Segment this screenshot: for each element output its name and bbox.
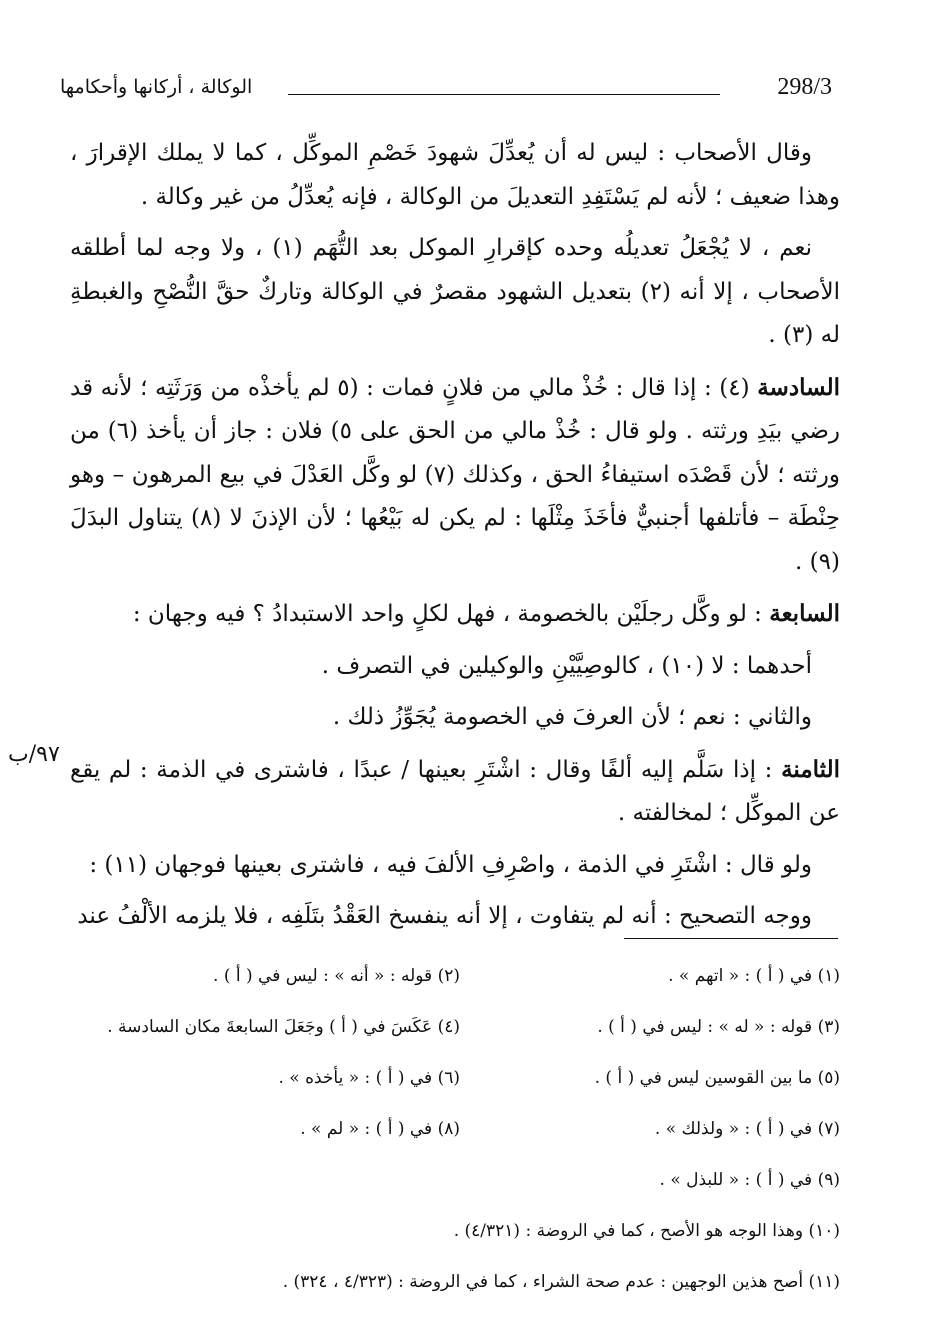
paragraph-eighth <box>70 748 840 836</box>
footnote-row <box>60 1170 840 1221</box>
paragraph-1: وقال الأصحاب : ليس له أن يُعدِّلَ شهودَ خَصْمِ الموكِّل ، كما لا يملك الإقرارَ ، وهذا ضعيف ؛ لأنه لم يَسْتَفِدِ التعديلَ من الوكالة ، فإنه يُعدِّلُ من غير وكالة . <box>70 140 840 210</box>
page-header <box>60 70 838 110</box>
footnote-11: (١١) أصح هذين الوجهين : عدم صحة الشراء ، كما في الروضة : (٤/٣٢٣ ، ٣٢٤) . <box>282 1272 840 1292</box>
footnote-row <box>60 1017 840 1068</box>
manuscript-folio-marker: ٩٧/ب <box>8 742 60 767</box>
paragraph-sixth-text: (٤) : إذا قال : خُذْ مالي من فلانٍ فمات : (٥ لم يأخذْه من وَرَثَتِه ؛ لأنه قد رضي بيَدِ ورثته . ولو قال : خُذْ مالي من الحق على ٥) فلان : جاز أن يأخذ (٦) من ورثته ؛ لأن قَصْدَه استيفاءُ الحق ، وكذلك (٧) لو وكَّل العَدْلَ في بيع المرهون – وهو حِنْطَة – فأتلفها أجنبيٌّ فأخَذَ مِثْلَها : لم يكن له بَيْعُها ؛ لأن الإذنَ لا (٨) يتناول البدَلَ (٩) . <box>70 374 841 575</box>
paragraph-seventh <box>70 592 840 637</box>
footnote-6: (٦) في ( أ ) : « يأخذه » . <box>278 1068 460 1088</box>
section-label-sixth: السادسة <box>757 373 840 401</box>
footnotes <box>60 966 840 1323</box>
footnote-2: (٢) قوله : « أنه » : ليس في ( أ ) . <box>213 966 460 986</box>
running-title: الوكالة ، أركانها وأحكامها <box>60 76 253 98</box>
footnote-7: (٧) في ( أ ) : « ولذلك » . <box>654 1119 840 1139</box>
section-label-eighth: الثامنة <box>781 755 840 783</box>
page-number: 298/3 <box>777 74 832 100</box>
main-text <box>70 132 840 947</box>
footnote-9: (٩) في ( أ ) : « للبذل » . <box>659 1170 840 1190</box>
footnote-3: (٣) قوله : « له » : ليس في ( أ ) . <box>597 1017 840 1037</box>
paragraph-eighth-text: : إذا سَلَّم إليه ألفًا وقال : اشْتَرِ بعينها / عبدًا ، فاشترى في الذمة : لم يقع عن الموكِّل ؛ لمخالفته . <box>70 756 840 826</box>
footnote-8: (٨) في ( أ ) : « لم » . <box>300 1119 460 1139</box>
paragraph-seventh-text: : لو وكَّل رجلَيْن بالخصومة ، فهل لكلٍ واحد الاستبدادُ ؟ فيه وجهان : <box>132 601 762 627</box>
footnote-1: (١) في ( أ ) : « اتهم » . <box>668 966 840 986</box>
paragraph-2: نعم ، لا يُجْعَلُ تعديلُه وحده كإقرارِ الموكل بعد التُّهَم (١) ، ولا وجه لما أطلقه الأصحاب ، إلا أنه (٢) بتعديل الشهود مقصرٌ في الوكالة وتاركٌ حقَّ النُّصْحِ والغبطةِ له (٣) . <box>70 235 840 348</box>
paragraph-8: ولو قال : اشْتَرِ في الذمة ، واصْرِفِ الألفَ فيه ، فاشترى بعينها فوجهان (١١) : <box>89 851 812 878</box>
footnote-row <box>60 966 840 1017</box>
footnote-5: (٥) ما بين القوسين ليس في ( أ ) . <box>594 1068 840 1088</box>
footnote-row <box>60 1272 840 1323</box>
footnote-row <box>60 1119 840 1170</box>
section-label-seventh: السابعة <box>769 600 840 627</box>
footnote-separator <box>624 938 838 939</box>
paragraph-9: ووجه التصحيح : أنه لم يتفاوت ، إلا أنه ينفسخ العَقْدُ بتَلَفِه ، فلا يلزمه الألْفُ عند <box>77 903 812 929</box>
paragraph-second-view: والثاني : نعم ؛ لأن العرفَ في الخصومة يُجَوِّزُ ذلك . <box>332 704 812 730</box>
footnote-row <box>60 1221 840 1272</box>
footnote-4: (٤) عَكَسَ في ( أ ) وجَعَلَ السابعةَ مكان السادسة . <box>107 1017 460 1037</box>
footnote-10: (١٠) وهذا الوجه هو الأصح ، كما في الروضة : (٤/٣٢١) . <box>453 1221 840 1241</box>
paragraph-first-view: أحدهما : لا (١٠) ، كالوصِيَّيْنِ والوكيلين في التصرف . <box>321 652 812 679</box>
footnote-row <box>60 1068 840 1119</box>
header-rule <box>288 94 720 95</box>
paragraph-sixth <box>70 366 840 585</box>
